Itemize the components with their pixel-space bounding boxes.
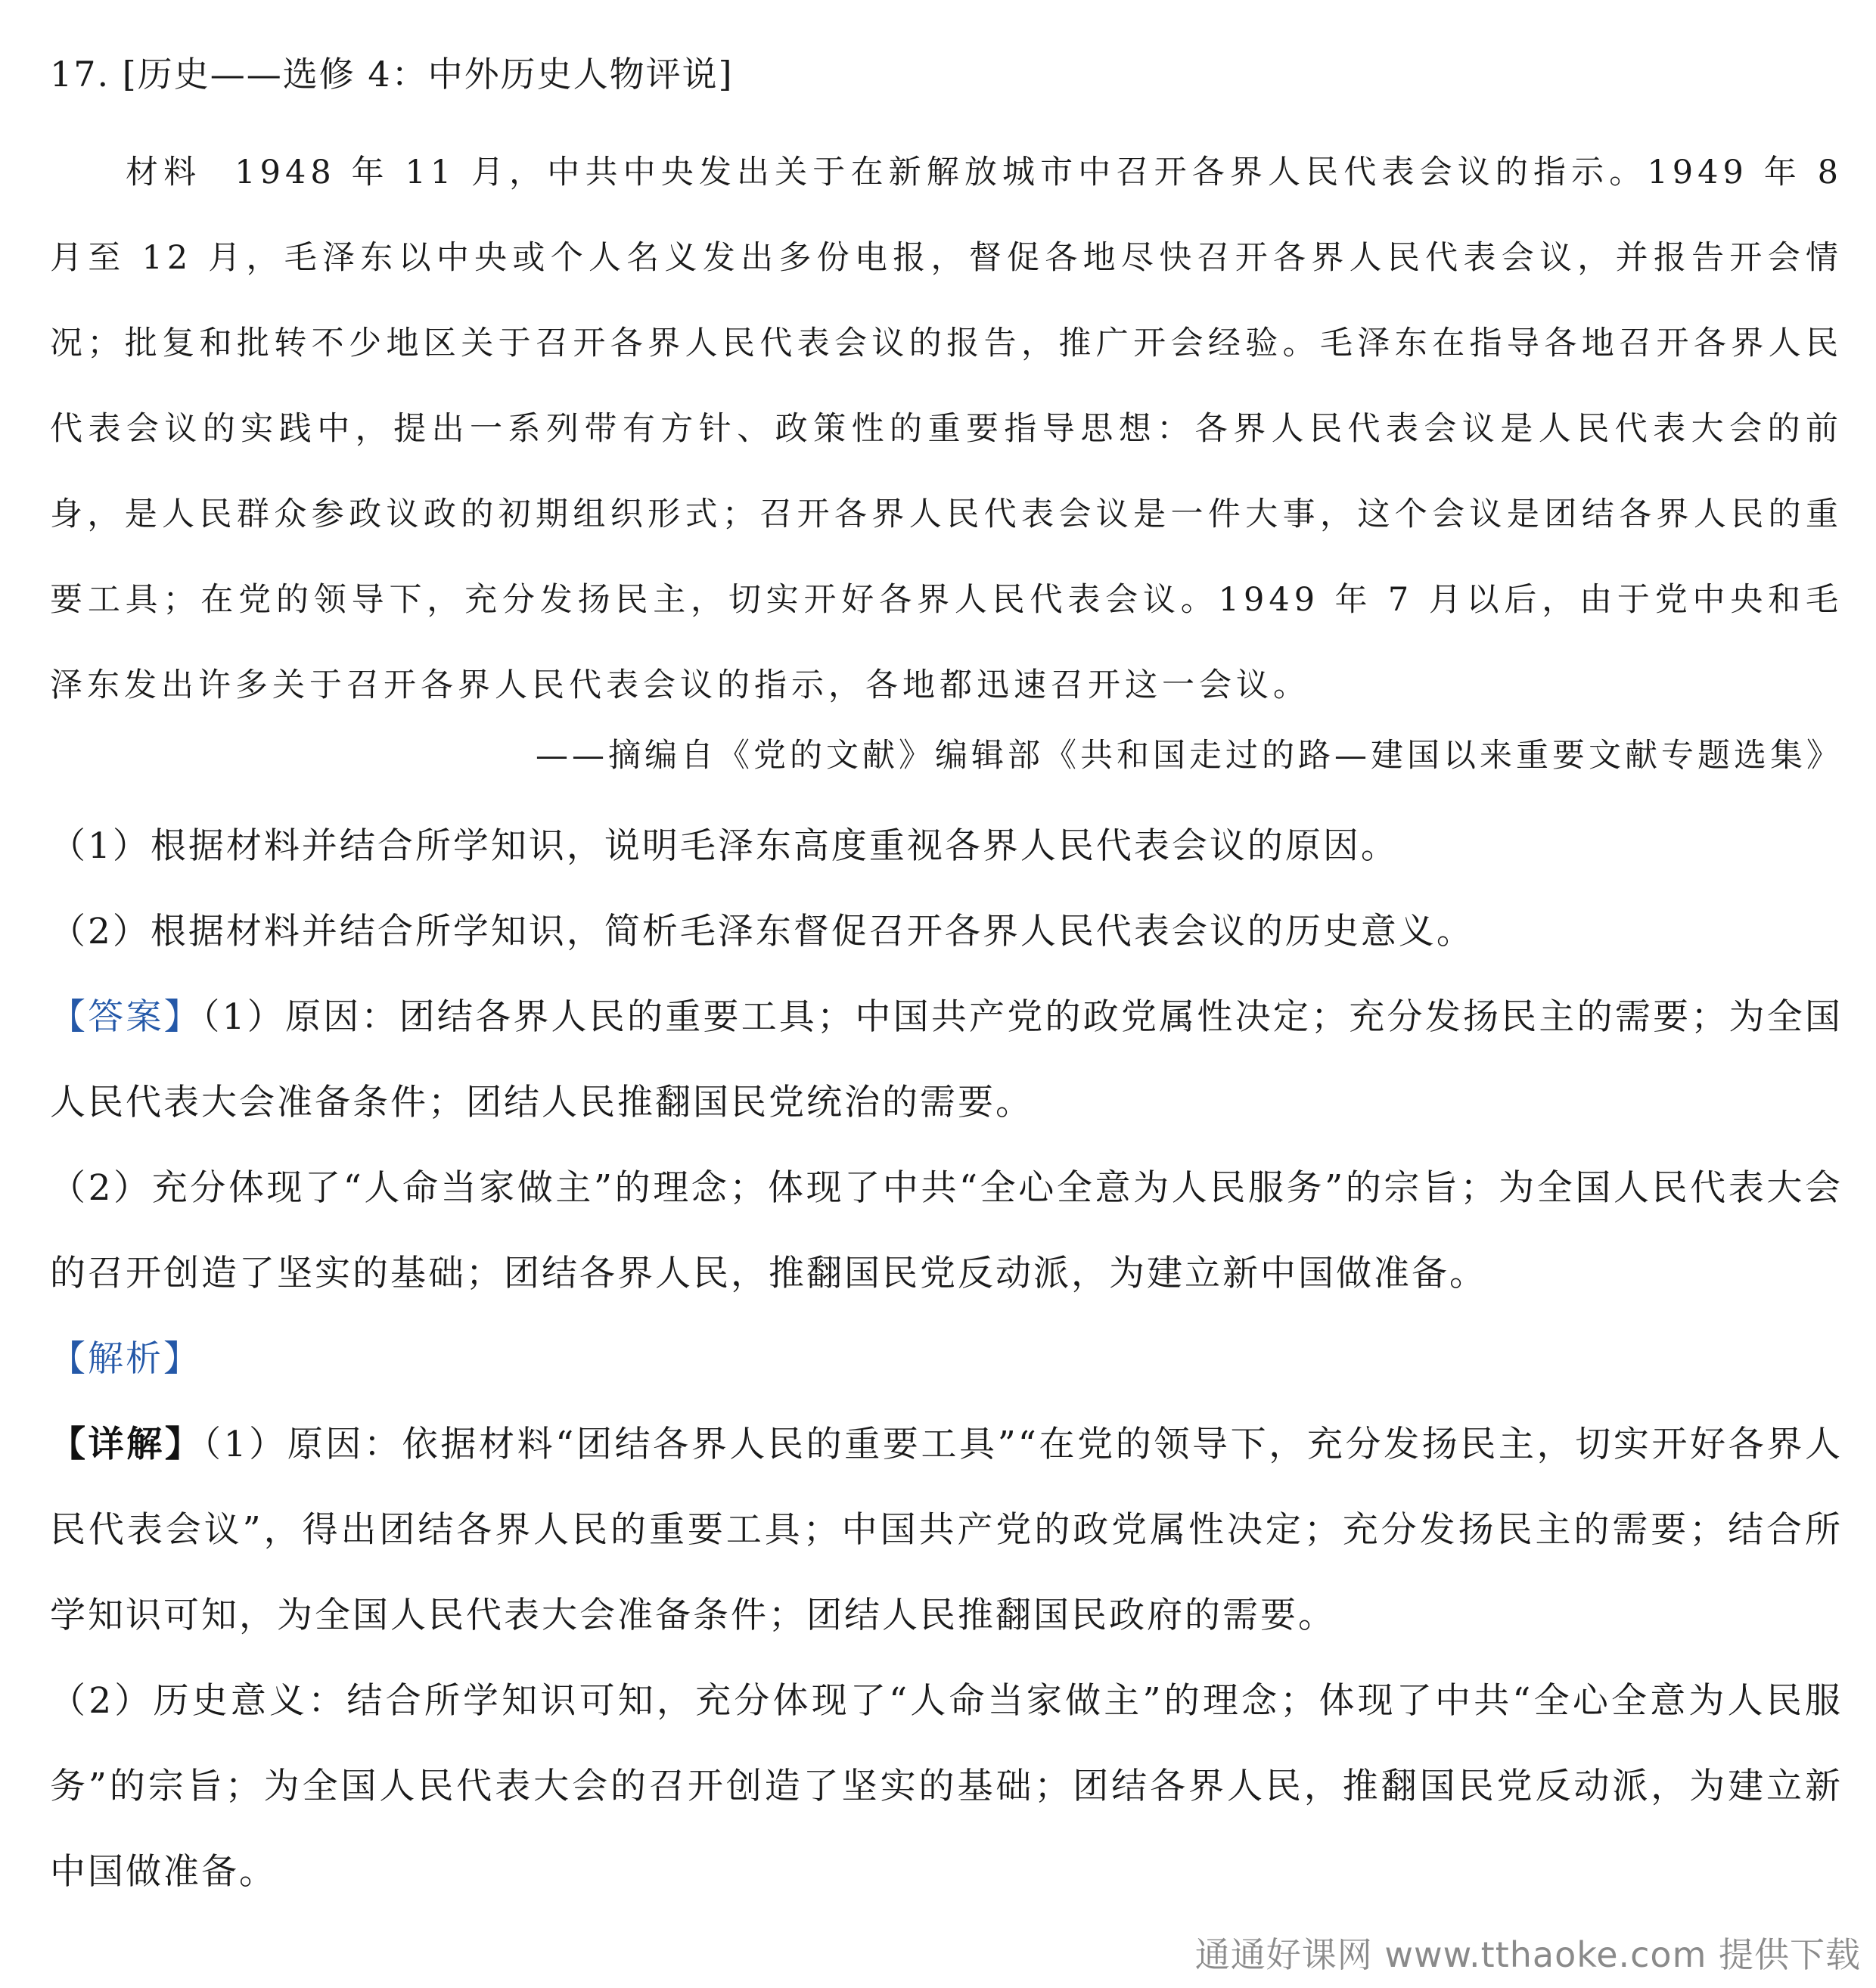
answer-part-2: （2）充分体现了“人命当家做主”的理念；体现了中共“全心全意为人民服务”的宗旨；为全国人民代表大会的召开创造了坚实的基础；团结各界人民，推翻国民党反动派，为建立新中国做准备。 xyxy=(50,1167,1843,1294)
sub-question-1: （1）根据材料并结合所学知识，说明毛泽东高度重视各界人民代表会议的原因。 xyxy=(50,825,1399,867)
analysis-part-1 xyxy=(50,1402,1843,1658)
answer-part-1-text: （1）原因：团结各界人民的重要工具；中国共产党的政党属性决定；充分发扬民主的需要；为全国人民代表大会准备条件；团结人民推翻国民党统治的需要。 xyxy=(50,996,1843,1123)
analysis-part-2: （2）历史意义：结合所学知识可知，充分体现了“人命当家做主”的理念；体现了中共“全心全意为人民服务”的宗旨；为全国人民代表大会的召开创造了坚实的基础；团结各界人民，推翻国民党反动派，为建立新中国做准备。 xyxy=(50,1680,1843,1893)
analysis-part-1-text: （1）原因：依据材料“团结各界人民的重要工具”“在党的领导下，充分发扬民主，切实开好各界人民代表会议”，得出团结各界人民的重要工具；中国共产党的政党属性决定；充分发扬民主的需要；结合所学知识可知，为全国人民代表大会准备条件；团结人民推翻国民政府的需要。 xyxy=(50,1424,1843,1636)
material-paragraph xyxy=(50,130,1843,728)
analysis-heading xyxy=(50,1316,1843,1402)
answer-part-1 xyxy=(50,974,1843,1145)
question-title: 17. [历史——选修 4：中外历史人物评说] xyxy=(50,54,734,95)
analysis-label: 【解析】 xyxy=(50,1338,201,1380)
watermark-text: 通通好课网 www.tthaoke.com 提供下载 xyxy=(1194,1934,1861,1975)
material-label: 材料 xyxy=(126,154,202,191)
document-page xyxy=(50,51,1843,1915)
answer-label: 【答案】 xyxy=(50,996,202,1038)
sub-question-2: （2）根据材料并结合所学知识，简析毛泽东督促召开各界人民代表会议的历史意义。 xyxy=(50,911,1474,952)
material-source: ——摘编自《党的文献》编辑部《共和国走过的路—建国以来重要文献专题选集》 xyxy=(536,737,1843,775)
detail-label: 【详解】 xyxy=(50,1424,203,1465)
material-text: 1948 年 11 月，中共中央发出关于在新解放城市中召开各界人民代表会议的指示。1949 年 8 月至 12 月，毛泽东以中央或个人名义发出多份电报，督促各地尽快召开各界人民代表会议，并报告开会情况；批复和批转不少地区关于召开各界人民代表会议的报告，推广开会经验。毛泽东在指导各地召开各界人民代表会议的实践中，提出一系列带有方针、政策性的重要指导思想：各界人民代表会议是人民代表大会的前身，是人民群众参政议政的初期组织形式；召开各界人民代表会议是一件大事，这个会议是团结各界人民的重要工具；在党的领导下，充分发扬民主，切实开好各界人民代表会议。1949 年 7 月以后，由于党中央和毛泽东发出许多关于召开各界人民代表会议的指示，各地都迅速召开这一会议。 xyxy=(50,154,1843,704)
